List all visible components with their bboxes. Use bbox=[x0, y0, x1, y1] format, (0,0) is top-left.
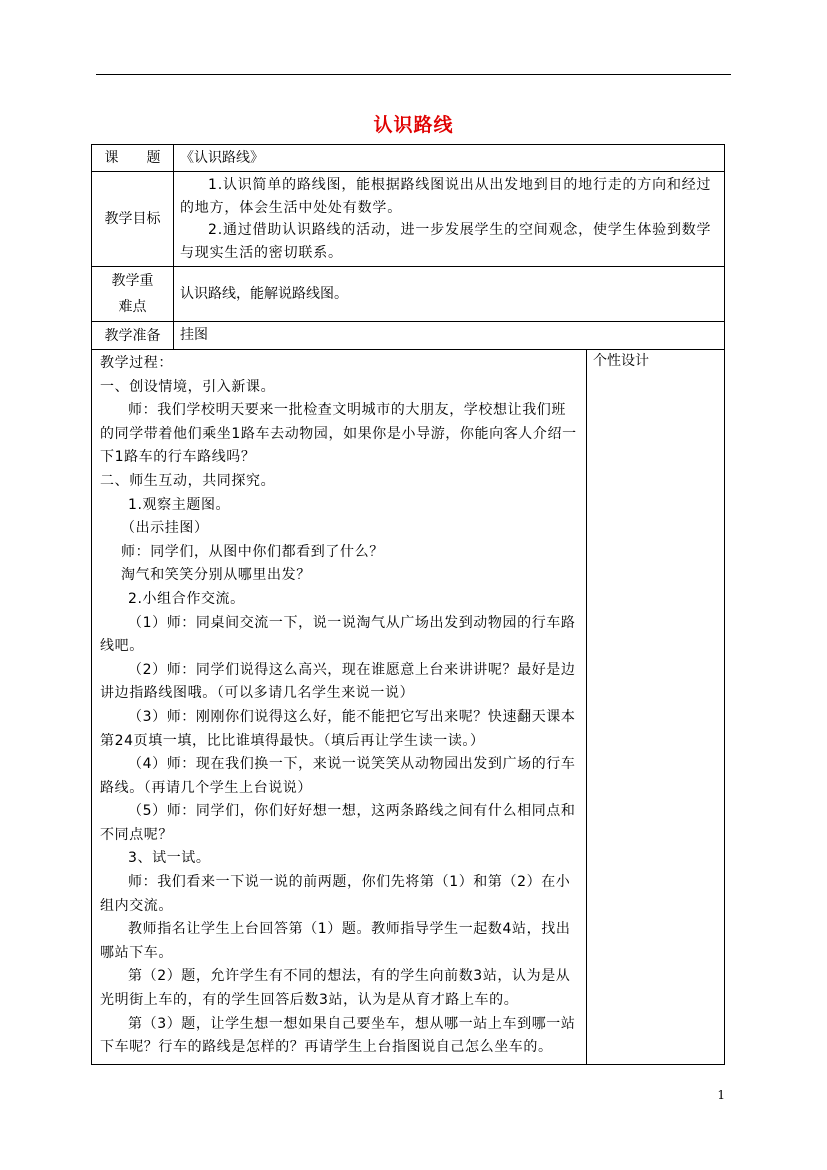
process-paragraph: （1）师：同桌间交流一下，说一说淘气从广场出发到动物园的行车路线吧。 bbox=[100, 614, 576, 655]
process-paragraph: 1.观察主题图。 bbox=[128, 496, 231, 513]
key-points-label-line-2: 难点 bbox=[118, 299, 147, 315]
personal-design-label: 个性设计 bbox=[593, 353, 649, 369]
teaching-process bbox=[92, 350, 587, 1065]
process-paragraph: 淘气和笑笑分别从哪里出发？ bbox=[121, 567, 311, 584]
goals-label: 教学目标 bbox=[92, 172, 174, 267]
preparation-label: 教学准备 bbox=[92, 322, 174, 350]
row-process bbox=[92, 350, 725, 1065]
key-points-value: 认识路线，能解说路线图。 bbox=[174, 267, 725, 322]
process-paragraph: 第（2）题，允许学生有不同的想法，有的学生向前数3站，认为是从光明街上车的，有的学生回答后数3站，认为是从育才路上车的。 bbox=[100, 968, 571, 1009]
topic-label: 课 题 bbox=[92, 145, 174, 172]
goal-item: 1.认识简单的路线图，能根据路线图说出从出发地到目的地行走的方向和经过的地方，体会生活中处处有数学。 bbox=[180, 177, 712, 216]
process-heading: 教学过程： bbox=[100, 355, 173, 371]
section-heading: 一、创设情境，引入新课。 bbox=[100, 378, 276, 395]
goals-content bbox=[174, 172, 725, 267]
key-points-label bbox=[92, 267, 174, 322]
row-key-points bbox=[92, 267, 725, 322]
lesson-plan-table bbox=[91, 144, 725, 1065]
process-paragraph: 师：我们看来一下说一说的前两题，你们先将第（1）和第（2）在小组内交流。 bbox=[100, 874, 571, 914]
process-paragraph: 教师指名让学生上台回答第（1）题。教师指导学生一起数4站，找出哪站下车。 bbox=[100, 921, 571, 961]
process-paragraph: （3）师：刚刚你们说得这么好，能不能把它写出来呢？快速翻天课本第24页填一填，比比谁填得最快。（填后再让学生读一读。） bbox=[100, 708, 576, 749]
preparation-value: 挂图 bbox=[174, 322, 725, 350]
page-title: 认识路线 bbox=[373, 114, 454, 136]
process-paragraph: 2.小组合作交流。 bbox=[128, 590, 245, 607]
personal-design-column bbox=[587, 350, 725, 1065]
row-goals bbox=[92, 172, 725, 267]
section-heading: 二、师生互动，共同探究。 bbox=[100, 472, 276, 489]
process-paragraph: 3、试一试。 bbox=[128, 850, 211, 867]
header-rule bbox=[96, 74, 731, 75]
row-preparation bbox=[92, 322, 725, 350]
key-points-label-line-1: 教学重 bbox=[111, 273, 154, 289]
process-paragraph: 师：同学们，从图中你们都看到了什么？ bbox=[121, 543, 384, 560]
process-paragraph: 师：我们学校明天要来一批检查文明城市的大朋友，学校想让我们班的同学带着他们乘坐1路车去动物园，如果你是小导游，你能向客人介绍一下1路车的行车路线吗？ bbox=[100, 402, 577, 466]
process-paragraph: （2）师：同学们说得这么高兴，现在谁愿意上台来讲讲呢？最好是边讲边指路线图哦。（可以多请几名学生来说一说） bbox=[100, 661, 576, 702]
page-number: 1 bbox=[717, 1088, 725, 1102]
process-paragraph: （4）师：现在我们换一下，来说一说笑笑从动物园出发到广场的行车路线。（再请几个学生上台说说） bbox=[100, 756, 576, 796]
process-paragraph: 第（3）题，让学生想一想如果自己要坐车，想从哪一站上车到哪一站下车呢？行车的路线是怎样的？再请学生上台指图说自己怎么坐车的。 bbox=[100, 1015, 576, 1056]
row-topic bbox=[92, 145, 725, 172]
process-paragraph: （5）师：同学们，你们好好想一想，这两条路线之间有什么相同点和不同点呢？ bbox=[100, 803, 576, 843]
process-paragraph: （出示挂图） bbox=[121, 520, 209, 537]
goal-item: 2.通过借助认识路线的活动，进一步发展学生的空间观念，使学生体验到数学与现实生活的密切联系。 bbox=[180, 222, 712, 261]
topic-value: 《认识路线》 bbox=[174, 145, 725, 172]
